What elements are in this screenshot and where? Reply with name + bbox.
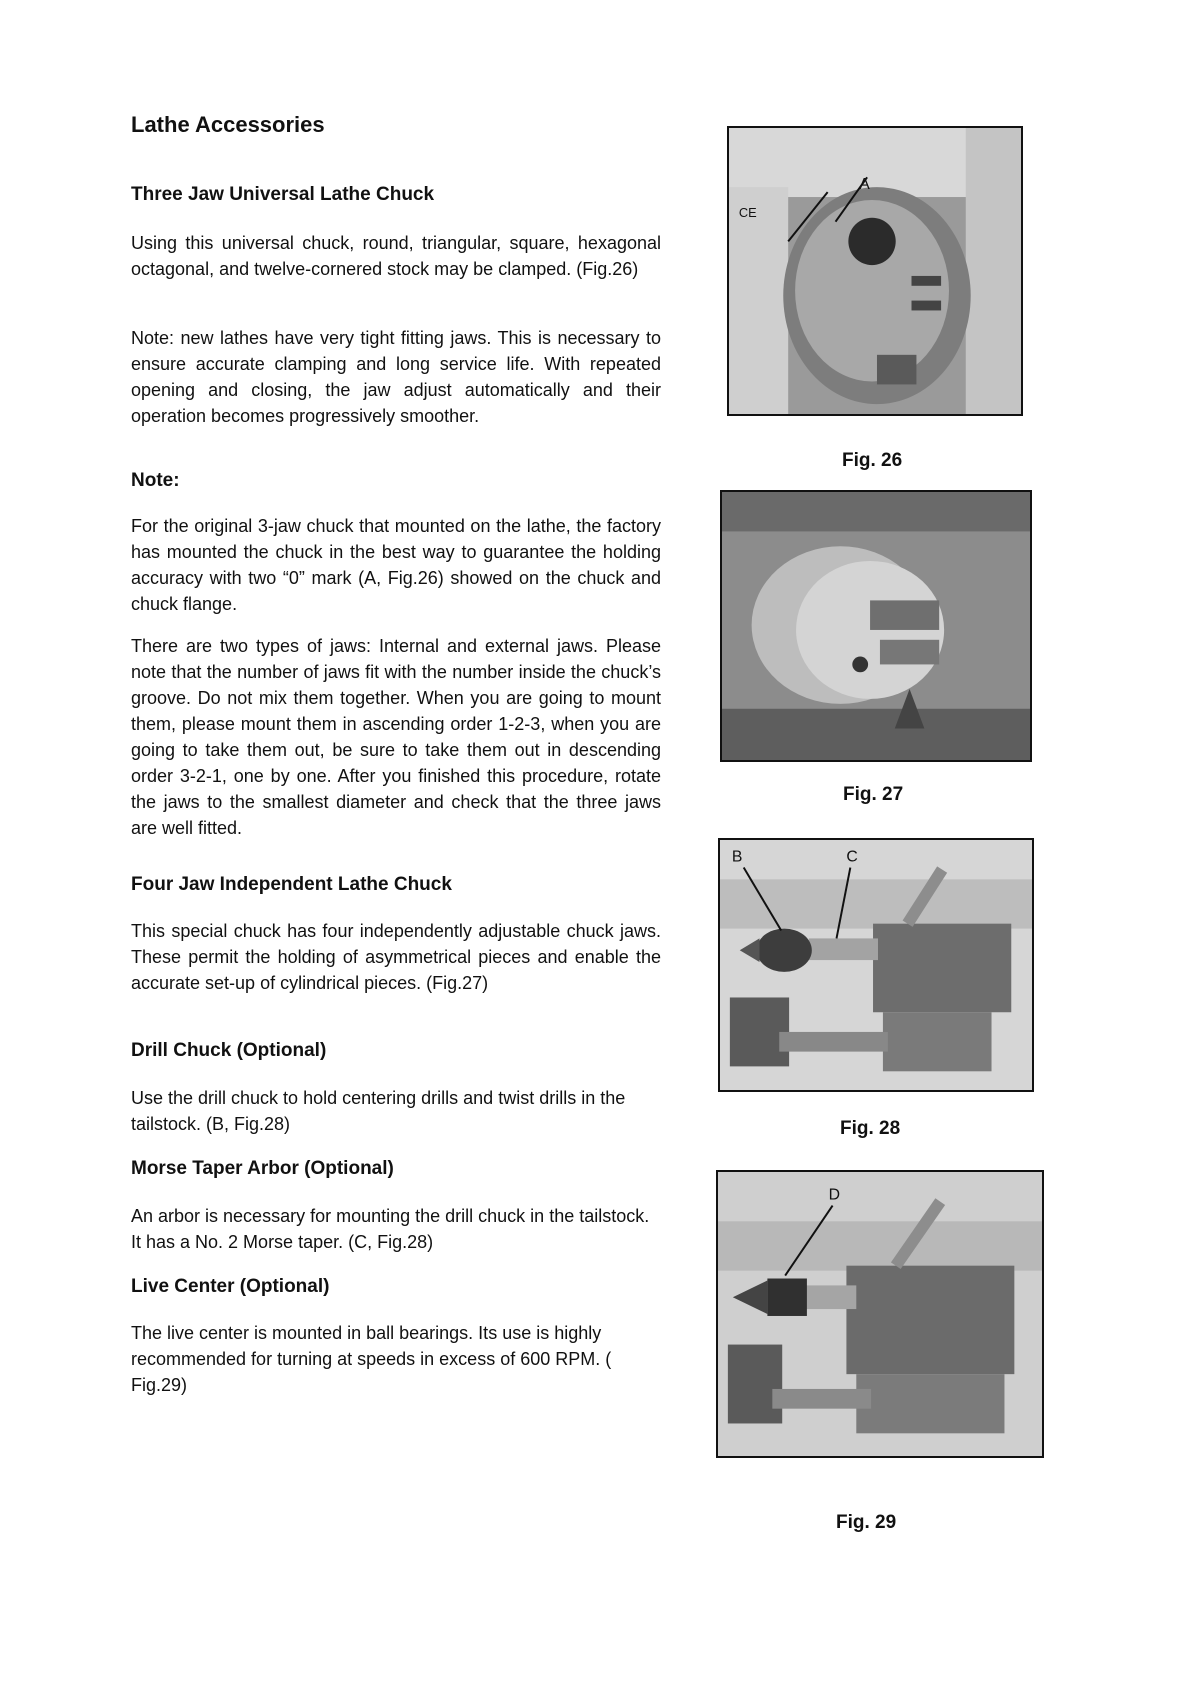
fig28-caption: Fig. 28: [840, 1118, 901, 1139]
fig27-caption: Fig. 27: [843, 784, 904, 805]
fig28-callout-c: C: [846, 848, 858, 866]
note-paragraph-1: For the original 3-jaw chuck that mounted on the lathe, the factory has mounted the chuck in the best way to guarantee the holding accuracy with two “0” mark (A, Fig.26) showed on the chuck and chuck flange.: [131, 516, 661, 614]
drill-chuck-paragraph-1: Use the drill chuck to hold centering drills and twist drills in the tailstock. (B, Fig.28): [131, 1088, 626, 1134]
fig26-caption: Fig. 26: [842, 450, 903, 471]
four-jaw-paragraph-1: This special chuck has four independently adjustable chuck jaws. These permit the holding of asymmetrical pieces and enable the accurate set-up of cylindrical pieces. (Fig.27): [131, 921, 661, 993]
page-title: Lathe Accessories: [131, 112, 325, 137]
fig28-photo: [718, 838, 1034, 1092]
three-jaw-paragraph-2: Note: new lathes have very tight fitting jaws. This is necessary to ensure accurate clamping and long service life. With repeated opening and closing, the jaw adjust automatically and their operation becomes progressively smoother.: [131, 328, 661, 426]
three-jaw-paragraph-1: Using this universal chuck, round, triangular, square, hexagonal octagonal, and twelve-cornered stock may be clamped. (Fig.26): [131, 233, 661, 279]
fig26-photo: [727, 126, 1023, 416]
heading-drill-chuck: Drill Chuck (Optional): [131, 1040, 327, 1061]
fig29-caption: Fig. 29: [836, 1512, 897, 1533]
fig28-callout-b: B: [731, 848, 743, 866]
fig26-callout-a: A: [859, 176, 870, 194]
fig29-callout-d: D: [828, 1186, 841, 1204]
fig29-photo: [716, 1170, 1044, 1458]
heading-three-jaw-chuck: Three Jaw Universal Lathe Chuck: [131, 184, 435, 205]
live-center-paragraph-1: The live center is mounted in ball bearings. Its use is highly recommended for turning at speeds in excess of 600 RPM. ( Fig.29): [131, 1323, 612, 1395]
fig27-photo: [720, 490, 1032, 762]
fig26-ce-mark: CE: [738, 204, 757, 220]
heading-four-jaw-chuck: Four Jaw Independent Lathe Chuck: [131, 874, 452, 895]
heading-note: Note:: [131, 470, 180, 491]
heading-live-center: Live Center (Optional): [131, 1276, 330, 1297]
note-paragraph-2: There are two types of jaws: Internal and external jaws. Please note that the number of jaws fit with the number inside the chuck’s groove. Do not mix them together. When you are going to mount them, please mount them in ascending order 1-2-3, when you are going to take them out, be sure to take them out in descending order 3-2-1, one by one. After you finished this procedure, rotate the jaws to the smallest diameter and check that the three jaws are well fitted.: [131, 636, 661, 838]
morse-paragraph-1: An arbor is necessary for mounting the drill chuck in the tailstock. It has a No. 2 Morse taper. (C, Fig.28): [131, 1206, 650, 1252]
heading-morse-taper: Morse Taper Arbor (Optional): [131, 1158, 394, 1179]
